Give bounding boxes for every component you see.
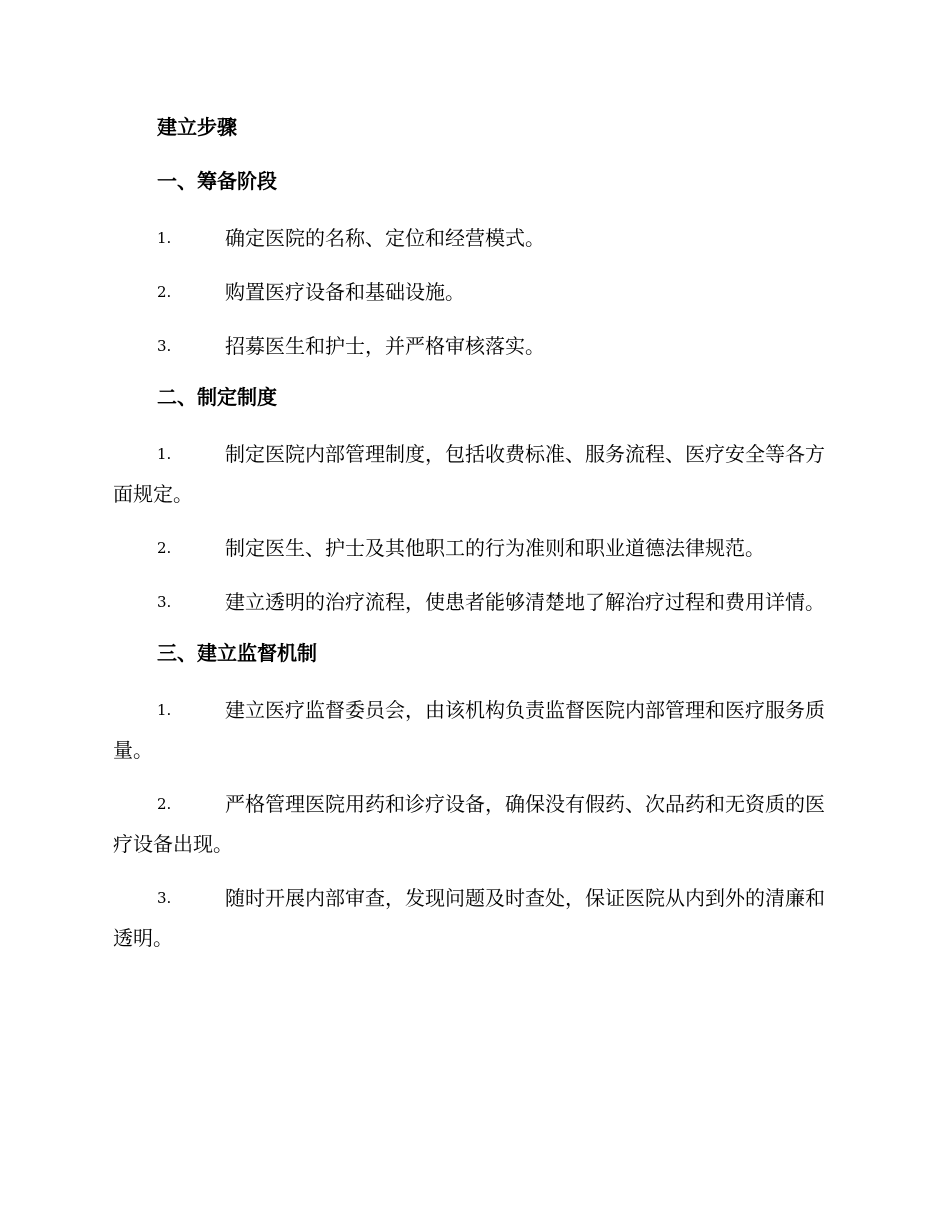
list-item-number: 2. — [157, 539, 172, 557]
list-item-number: 2. — [157, 795, 172, 813]
list-item-number: 3. — [157, 593, 172, 611]
list-item — [113, 326, 833, 366]
list-item — [113, 690, 833, 770]
list-item — [113, 582, 833, 622]
list-item-number: 1. — [157, 229, 172, 247]
list-item-number: 3. — [157, 337, 172, 355]
list-item-text: 制定医生、护士及其他职工的行为准则和职业道德法律规范。 — [225, 536, 765, 560]
list-item-number: 1. — [157, 701, 172, 719]
list-item-text: 确定医院的名称、定位和经营模式。 — [225, 226, 545, 250]
list-item — [113, 434, 833, 514]
document-title: 建立步骤 — [157, 115, 237, 139]
section-heading: 一、筹备阶段 — [157, 169, 277, 193]
list-item — [113, 272, 833, 312]
list-item-text: 建立透明的治疗流程，使患者能够清楚地了解治疗过程和费用详情。 — [225, 590, 825, 614]
list-item-text: 随时开展内部审查，发现问题及时查处，保证医院从内到外的清廉和透明。 — [113, 886, 825, 950]
list-item-text: 制定医院内部管理制度，包括收费标准、服务流程、医疗安全等各方面规定。 — [113, 442, 825, 506]
list-item — [113, 784, 833, 864]
list-item — [113, 528, 833, 568]
list-item-text: 购置医疗设备和基础设施。 — [225, 280, 465, 304]
list-item-text: 建立医疗监督委员会，由该机构负责监督医院内部管理和医疗服务质量。 — [113, 698, 825, 762]
document-body — [113, 110, 833, 972]
list-item — [113, 218, 833, 258]
section-heading: 二、制定制度 — [157, 385, 277, 409]
section-heading: 三、建立监督机制 — [157, 641, 317, 665]
list-item-number: 1. — [157, 445, 172, 463]
list-item-text: 招募医生和护士，并严格审核落实。 — [225, 334, 545, 358]
list-item — [113, 878, 833, 958]
list-item-text: 严格管理医院用药和诊疗设备，确保没有假药、次品药和无资质的医疗设备出现。 — [113, 792, 825, 856]
list-item-number: 3. — [157, 889, 172, 907]
list-item-number: 2. — [157, 283, 172, 301]
